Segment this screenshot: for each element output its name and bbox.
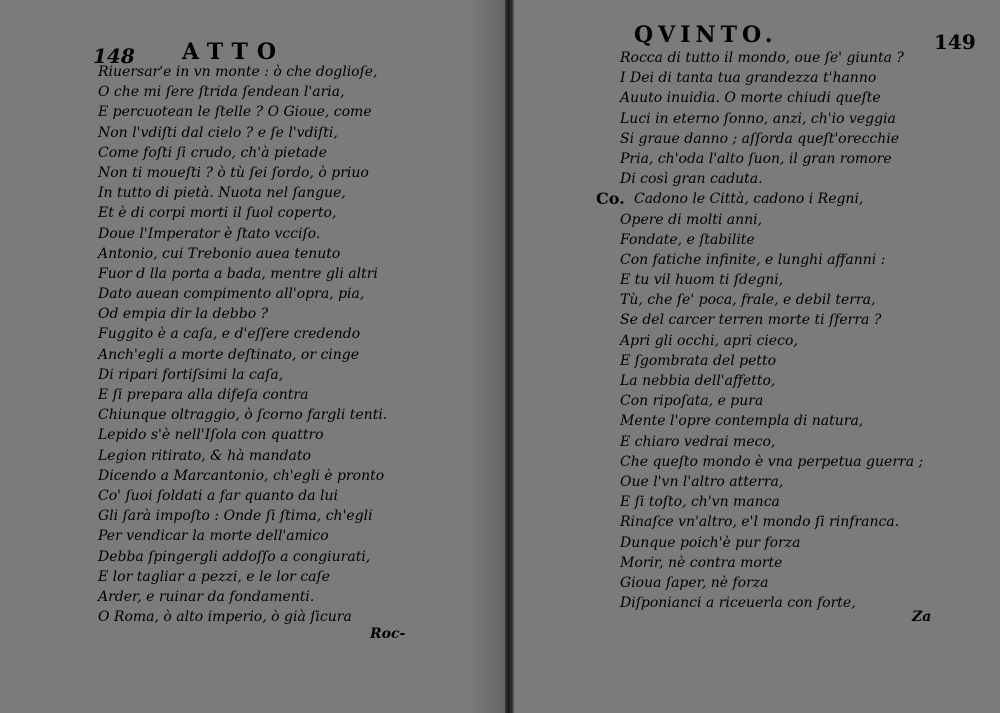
verse-line bbox=[620, 149, 923, 169]
verse-line: O che mi ſere ſtrida ſendean l'aria, bbox=[98, 84, 345, 101]
verse-line bbox=[620, 169, 923, 189]
verse-line: E percuotean le ſtelle ? O Gioue, come bbox=[98, 104, 372, 121]
verse-line: Non l'vdiſti dal cielo ? e ſe l'vdiſti, bbox=[98, 124, 338, 141]
verse-line: Per vendicar la morte dell'amico bbox=[98, 528, 329, 545]
verse-line: Di ripari fortiſsimi la caſa, bbox=[98, 366, 284, 383]
right-page bbox=[514, 0, 1000, 713]
verse-line bbox=[620, 250, 923, 270]
verse-line bbox=[596, 189, 923, 209]
verse-line: Lepido s'è nell'Iſola con quattro bbox=[98, 427, 324, 444]
verse-line: Et è di corpi morti il ſuol coperto, bbox=[98, 205, 337, 222]
verse-line bbox=[620, 391, 923, 411]
verse-line bbox=[620, 68, 923, 88]
verse-line bbox=[620, 533, 923, 553]
verse-lines bbox=[596, 48, 924, 613]
verse-line: Antonio, cui Trebonio auea tenuto bbox=[98, 245, 341, 262]
verse-line bbox=[620, 371, 923, 391]
verse-text: Apri gli occhi, apri cieco, bbox=[620, 332, 798, 349]
verse-line: E lor tagliar a pezzi, e le lor caſe bbox=[98, 568, 330, 585]
verse-text: Tù, che ſe' poca, frale, e debil terra, bbox=[620, 292, 876, 309]
verse-line: E ſi prepara alla difeſa contra bbox=[98, 387, 309, 403]
verse-line: Arder, e ruinar da fondamenti. bbox=[98, 588, 315, 605]
verse-line bbox=[620, 593, 923, 613]
verse-text: La nebbia dell'affetto, bbox=[620, 373, 776, 389]
verse-text: Con ripoſata, e pura bbox=[620, 393, 764, 410]
verse-line bbox=[620, 512, 923, 532]
verse-text: E tu vil huom ti ſdegni, bbox=[620, 272, 784, 289]
verse-line bbox=[620, 210, 923, 230]
verse-line bbox=[620, 472, 923, 492]
verse-text: Morir, nè contra morte bbox=[620, 554, 783, 571]
verse-text: I Dei di tanta tua grandezza t'hanno bbox=[620, 70, 877, 87]
verse-text: Oue l'vn l'altro atterra, bbox=[620, 473, 784, 490]
verse-text: Mente l'opre contempla di natura, bbox=[620, 413, 864, 430]
verse-line: Fuor d lla porta a bada, mentre gli altri bbox=[98, 265, 378, 282]
verse-line bbox=[620, 351, 923, 371]
verse-line: Legion ritirato, & hà mandato bbox=[98, 447, 311, 464]
verse-text: Rocca di tutto il mondo, oue ſe' giunta ? bbox=[620, 50, 904, 66]
verse-lines bbox=[98, 62, 387, 627]
running-head: QVINTO. bbox=[634, 22, 778, 48]
verse-line: Fuggito è a caſa, e d'eſſere credendo bbox=[98, 326, 361, 343]
verse-line: Non ti moueſti ? ò tù ſei ſordo, ò priuo bbox=[98, 164, 369, 181]
page-number: 149 bbox=[934, 30, 976, 54]
verse-line: Debba ſpingergli addoſſo a congiurati, bbox=[98, 548, 371, 565]
verse-text: Auuto inuidia. O morte chiudi queſte bbox=[620, 90, 881, 107]
verse-text: Che queſto mondo è vna perpetua guerra ; bbox=[620, 453, 924, 470]
verse-line: Dicendo a Marcantonio, ch'egli è pronto bbox=[98, 467, 385, 484]
verse-text: Pria, ch'oda l'alto ſuon, il gran romore bbox=[620, 150, 892, 167]
verse-line: Gli ſarà impoſto : Onde ſi ſtima, ch'egli bbox=[98, 508, 373, 525]
verse-line bbox=[620, 492, 923, 512]
page-number: 148 bbox=[93, 44, 135, 68]
verse-text: E chiaro vedrai meco, bbox=[620, 433, 776, 450]
verse-line bbox=[620, 270, 923, 290]
verse-text: Se del carcer terren morte ti ſferra ? bbox=[620, 312, 882, 329]
verse-text: Luci in eterno ſonno, anzi, ch'io veggia bbox=[620, 110, 896, 127]
verse-line: Doue l'Imperator è ſtato vcciſo. bbox=[98, 225, 321, 242]
verse-line bbox=[620, 88, 923, 108]
running-head: ATTO bbox=[182, 39, 285, 65]
verse-line: Riuersar'e in vn monte : ò che doglioſe, bbox=[98, 64, 378, 80]
verse-text: Opere di molti anni, bbox=[620, 211, 763, 228]
verse-line bbox=[620, 48, 923, 68]
verse-text: Rinaſce vn'altro, e'l mondo ſi rinfranca. bbox=[620, 514, 900, 531]
verse-line bbox=[620, 452, 923, 472]
verse-line bbox=[620, 573, 923, 593]
gutter-shadow bbox=[470, 0, 505, 713]
verse-line: Co' ſuoi ſoldati a far quanto da lui bbox=[98, 487, 338, 504]
speaker-label: Co. bbox=[596, 189, 625, 209]
verse-text: E ſgombrata del petto bbox=[620, 352, 777, 369]
verse-text: Con fatiche infinite, e lunghi affanni : bbox=[620, 251, 886, 268]
verse-line bbox=[620, 310, 923, 330]
verse-text: Dunque poich'è pur forza bbox=[620, 534, 801, 551]
verse-text: Gioua ſaper, nè forza bbox=[620, 574, 769, 591]
verse-line bbox=[620, 553, 923, 573]
verse-line bbox=[620, 290, 923, 310]
catchword: Roc- bbox=[370, 626, 406, 642]
verse-text: Di così gran caduta. bbox=[620, 171, 763, 188]
verse-line: Anch'egli a morte deſtinato, or cinge bbox=[98, 346, 360, 363]
verse-text: Cadono le Città, cadono i Regni, bbox=[634, 191, 864, 208]
verse-line: Come foſti ſi crudo, ch'à pietade bbox=[98, 144, 327, 161]
verse-line bbox=[620, 411, 923, 431]
verse-line: In tutto di pietà. Nuota nel ſangue, bbox=[98, 185, 346, 202]
verse-text: Si graue danno ; aſſorda queſt'orecchie bbox=[620, 130, 900, 147]
verse-line bbox=[620, 129, 923, 149]
verse-line: Dato auean compimento all'opra, pia, bbox=[98, 286, 365, 303]
verse-line: Chiunque oltraggio, ò ſcorno fargli tenti. bbox=[98, 407, 388, 424]
verse-line: Od empia dir la debbo ? bbox=[98, 306, 269, 323]
verse-text: Diſponianci a riceuerla con forte, bbox=[620, 595, 856, 612]
catchword: Za bbox=[912, 609, 932, 625]
verse-text: E ſi toſto, ch'vn manca bbox=[620, 494, 780, 511]
verse-line bbox=[620, 331, 923, 351]
verse-line bbox=[620, 230, 923, 250]
verse-line bbox=[620, 432, 923, 452]
verse-text: Fondate, e ſtabilite bbox=[620, 231, 755, 248]
verse-line: O Roma, ò alto imperio, ò già ſicura bbox=[98, 609, 352, 626]
verse-line bbox=[620, 109, 923, 129]
book-gutter bbox=[505, 0, 514, 713]
